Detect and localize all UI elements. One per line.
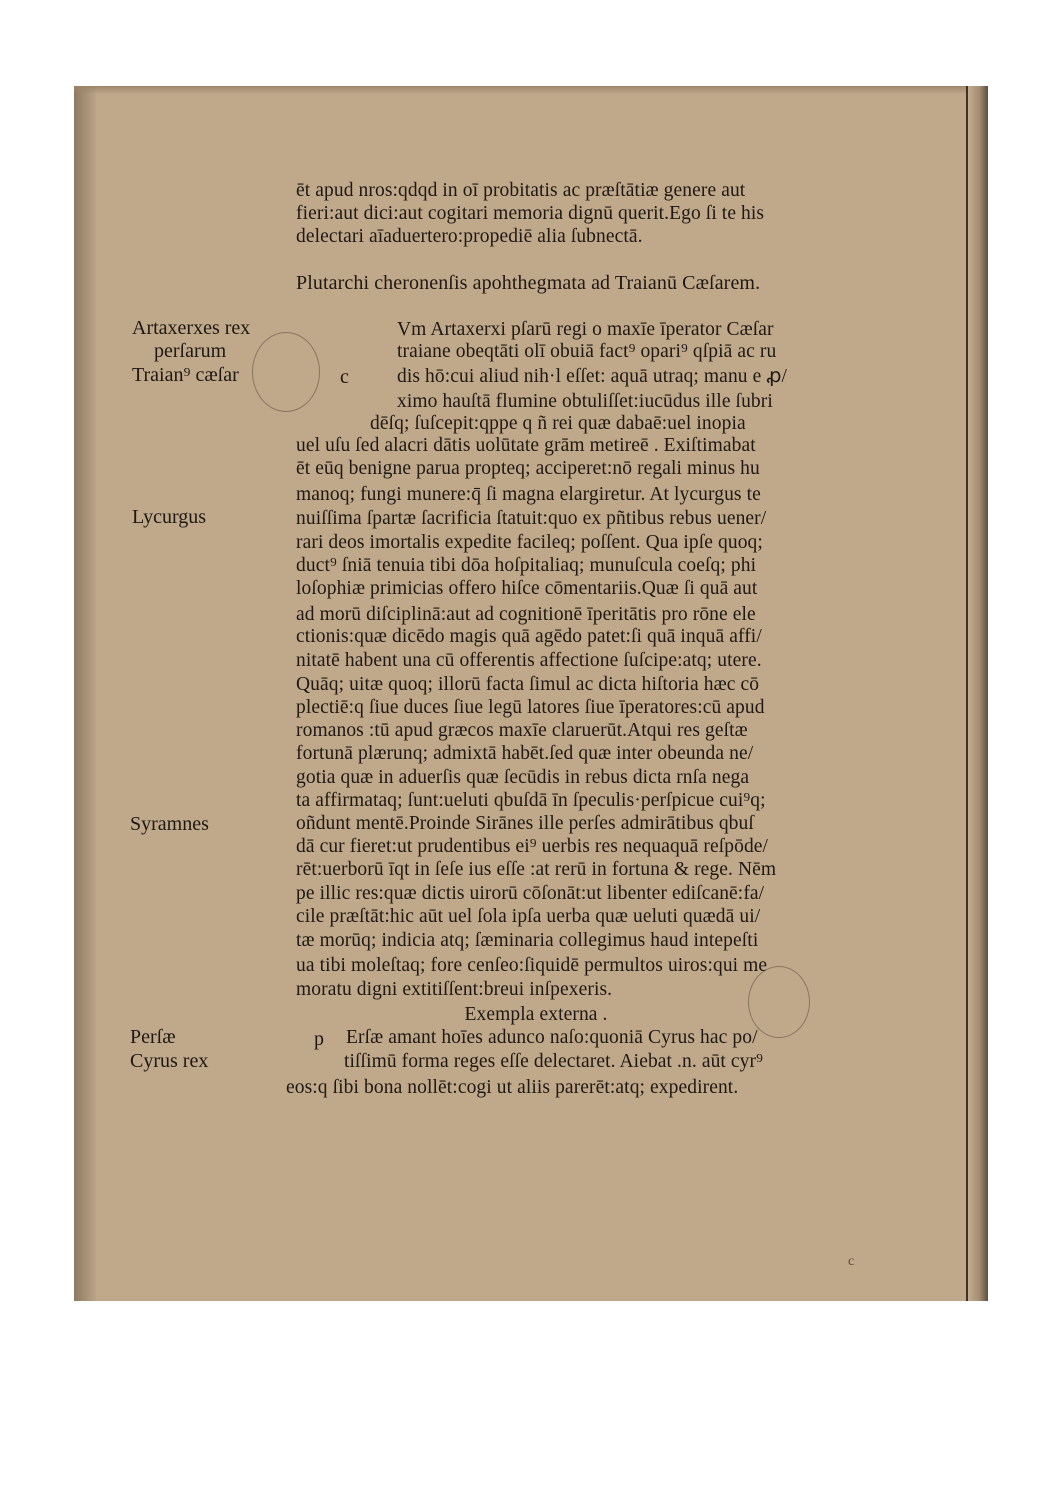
body-line: pe illic res:quæ dictis uirorū cōſonāt:ut libenter ediſcanē:fa/ bbox=[296, 883, 765, 904]
body-line: tæ morūq; indicia atq; ſæminaria collegimus haud intepeſti bbox=[296, 930, 759, 951]
body-line: ximo hauſtā flumine obtuliſſet:iucūdus ille ſubri bbox=[397, 391, 773, 412]
body-line: romanos :tū apud græcos maxīe claruerūt.Atqui res geſtæ bbox=[296, 720, 748, 741]
page-edge bbox=[966, 86, 988, 1301]
margin-note-lycurgus: Lycurgus bbox=[132, 506, 207, 528]
closing-line: tiſſimū forma reges eſſe delectaret. Aiebat .n. aūt cyr⁹ bbox=[344, 1051, 764, 1072]
initial-letter: c bbox=[340, 366, 349, 388]
section-title: Exempla externa . bbox=[464, 1004, 608, 1025]
library-stamp bbox=[252, 332, 320, 412]
body-line: duct⁹ ſniā tenuia tibi dōa hoſpitaliaq; munuſcula coeſq; phi bbox=[296, 555, 757, 576]
page-scan bbox=[74, 86, 988, 1301]
body-line: ad morū diſciplinā:aut ad cognitionē īperitātis pro rōne ele bbox=[296, 604, 756, 625]
margin-note-persarum: perſarum bbox=[154, 340, 227, 362]
body-line: ua tibi moleſtaq; fore cenſeo:ſiquidē permultos uiros:qui me bbox=[296, 955, 768, 976]
body-line: nitatē habent una cū offerentis affectione ſuſcipe:atq; utere. bbox=[296, 650, 762, 671]
body-line: loſophiæ primicias offero hiſce cōmentariis.Quæ ſi quā aut bbox=[296, 578, 758, 599]
page-mark: c bbox=[848, 1254, 855, 1269]
body-line: rēt:uerborū īqt in ſeſe ius eſſe :at rerū in fortuna & rege. Nēm bbox=[296, 859, 777, 880]
body-line: Quāq; uitæ quoq; illorū facta ſimul ac dicta hiſtoria hæc cō bbox=[296, 674, 760, 695]
body-line: moratu digni extitiſſent:breui inſpexeris. bbox=[296, 979, 613, 1000]
body-line: traiane obeqtāti olī obuiā fact⁹ opari⁹ qſpiā ac ru bbox=[397, 341, 777, 362]
intro-line: delectari aīaduertero:propediē alia ſubnectā. bbox=[296, 226, 643, 247]
intro-line: ēt apud nros:qdqd in oī probitatis ac præſtātiæ genere aut bbox=[296, 180, 746, 201]
margin-note-syramnes: Syramnes bbox=[130, 813, 209, 835]
body-line: nuiſſima ſpartæ ſacrificia ſtatuit:quo ex pñtibus rebus uener/ bbox=[296, 508, 767, 529]
binding-gutter bbox=[74, 86, 96, 1301]
body-line: dēſq; ſuſcepit:qppe q ñ rei quæ dabaē:uel inopia bbox=[370, 413, 746, 434]
body-line: oñdunt mentē.Proinde Sirānes ille perſes admirātibus qbuſ bbox=[296, 813, 754, 834]
top-shade bbox=[74, 86, 988, 94]
margin-note-traianus: Traian⁹ cæſar bbox=[132, 364, 239, 386]
body-line: gotia quæ in aduerſis quæ ſecūdis in rebus dicta rnſa nega bbox=[296, 767, 750, 788]
body-line: ta affirmataq; ſunt:ueluti qbuſdā īn ſpeculis·perſpicue cui⁹q; bbox=[296, 790, 766, 811]
margin-note-artaxerxes: Artaxerxes rex bbox=[132, 317, 251, 339]
intro-line: fieri:aut dici:aut cogitari memoria dignū querit.Ego ſi te his bbox=[296, 203, 765, 224]
body-line: cile præſtāt:hic aūt uel ſola ipſa uerba quæ ueluti quædā ui/ bbox=[296, 906, 761, 927]
initial-letter: p bbox=[314, 1028, 324, 1050]
margin-note-persae: Perſæ bbox=[130, 1026, 176, 1048]
body-line: uel uſu ſed alacri dātis uolūtate grām metireē . Exiſtimabat bbox=[296, 435, 756, 456]
body-line: dis hō:cui aliud nih·l eſſet: aquā utraq; manu e ꝓ/ bbox=[397, 366, 788, 387]
closing-line: Erſæ amant hoīes adunco naſo:quoniā Cyrus hac po/ bbox=[346, 1027, 758, 1048]
page-heading: Plutarchi cheronenſis apohthegmata ad Traianū Cæſarem. bbox=[296, 272, 761, 294]
body-line: rari deos imortalis expedite facileq; poſſent. Qua ipſe quoq; bbox=[296, 532, 763, 553]
body-line: manoq; fungi munere:q̄ ſi magna elargiretur. At lycurgus te bbox=[296, 484, 761, 505]
margin-note-cyrus: Cyrus rex bbox=[130, 1050, 209, 1072]
body-line: fortunā plærunq; admixtā habēt.ſed quæ inter obeunda ne/ bbox=[296, 743, 754, 764]
closing-line: eos:q ſibi bona nollēt:cogi ut aliis parerēt:atq; expedirent. bbox=[286, 1077, 739, 1098]
body-line: plectiē:q ſiue duces ſiue legū latores ſiue īperatores:cū apud bbox=[296, 697, 765, 718]
body-line: ēt eūq benigne parua propteq; acciperet:nō regali minus hu bbox=[296, 458, 760, 479]
body-line: ctionis:quæ dicēdo magis quā agēdo patet:ſi quā inquā affi/ bbox=[296, 626, 762, 647]
body-line: Vm Artaxerxi pſarū regi o maxīe īperator Cæſar bbox=[397, 319, 774, 340]
body-line: dā cur fieret:ut prudentibus ei⁹ uerbis res nequaquā reſpōde/ bbox=[296, 836, 769, 857]
